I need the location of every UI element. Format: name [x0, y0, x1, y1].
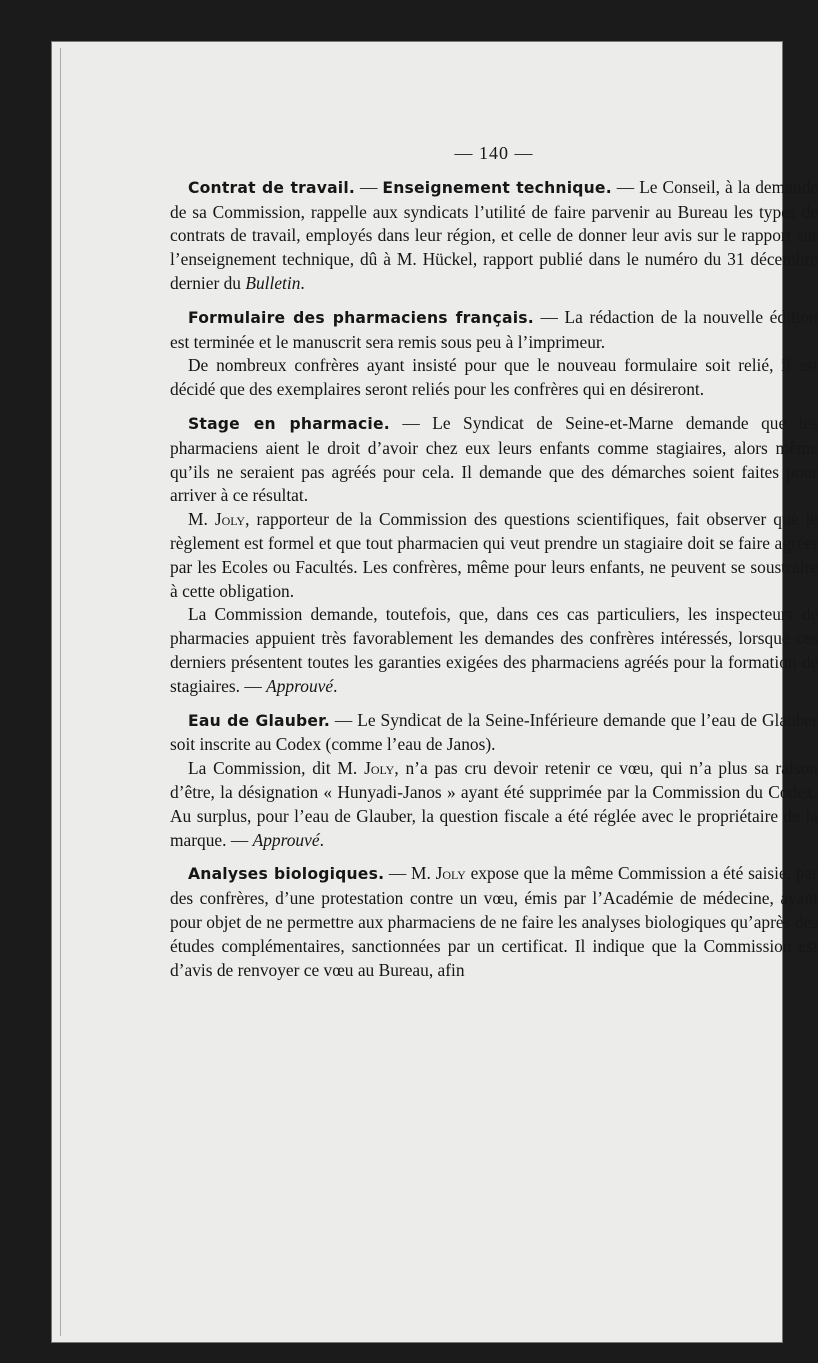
person-name: Joly: [364, 758, 395, 779]
paragraph: [170, 508, 818, 603]
section-contrat-de-travail: [170, 176, 818, 296]
paragraph: [170, 757, 818, 852]
paragraph: [170, 176, 818, 296]
paragraph-text: , n’a pas cru devoir retenir ce vœu, qui n’a plus sa raison d’être, la désignation « Hunyadi-Janos » ayant été supprimée par la Commission du Codex. Au surplus, pour l’eau de Glauber, la question fiscale a été réglée avec le propriétaire de la marque. —: [170, 758, 818, 850]
paragraph-text: La Commission, dit M.: [188, 758, 365, 779]
italic-text: Bulletin: [245, 272, 301, 293]
section-eau-de-glauber: [170, 709, 818, 853]
book-page: [52, 42, 818, 1342]
page-edge-line: [60, 48, 61, 1336]
paragraph: [170, 862, 818, 982]
italic-text: Approuvé: [266, 675, 334, 696]
heading-separator: —: [355, 176, 383, 197]
paragraph-text: .: [300, 272, 305, 293]
paragraph-text: Le Conseil, à la demande de sa Commission, rappelle aux syndicats l’utilité de faire parvenir au Bureau les types de contrats de travail, employés dans leur région, et celle de donner leur avis sur le rapport sur l’enseignement technique, dû à M. Hückel, rapport publié dans le numéro du 31 décembre dernier du: [170, 176, 818, 293]
section-heading: Formulaire des pharmaciens français.: [188, 308, 534, 327]
person-name: Joly: [435, 863, 466, 884]
paragraph-text: , rapporteur de la Commission des questions scientifiques, fait observer que le règlement est formel et que tout pharmacien qui veut prendre un stagiaire doit se faire agréer par les Ecoles ou Facultés. Les confrères, même pour leurs enfants, ne peuvent se soustraire à cette obligation.: [170, 509, 818, 601]
italic-text: Approuvé: [252, 829, 320, 850]
paragraph-text: — Le Syndicat de la Seine-Inférieure demande que l’eau de Glauber soit inscrite au Codex (comme l’eau de Janos).: [170, 709, 818, 755]
paragraph-text: — Le Syndicat de Seine-et-Marne demande que les pharmaciens aient le droit d’avoir chez eux leurs enfants comme stagiaires, alors même qu’ils ne seraient pas agréés pour cela. Il demande que des démarches soient faites pour arriver à ce résultat.: [170, 412, 818, 506]
section-heading: Contrat de travail.: [188, 178, 356, 197]
section-heading: Eau de Glauber.: [188, 711, 330, 730]
paragraph: [170, 306, 818, 355]
paragraph: [170, 412, 818, 508]
paragraph-text: — M.: [384, 863, 436, 884]
heading-separator: —: [611, 176, 640, 197]
paragraph-text: expose que la même Commission a été saisie, par des confrères, d’une protestation contre un vœu, émis par l’Académie de médecine, ayant pour objet de ne permettre aux pharmaciens de ne faire les analyses biologiques qu’après des études complémentaires, sanctionnées par un certificat. Il indique que la Commission est d’avis de renvoyer ce vœu au Bureau, afin: [170, 863, 818, 980]
paragraph-text: .: [319, 829, 324, 850]
section-heading: Analyses biologiques.: [188, 865, 385, 884]
paragraph: [170, 603, 818, 698]
person-name: Joly: [214, 509, 246, 530]
paragraph: [170, 709, 818, 758]
page-number: — 140 —: [454, 143, 534, 163]
paragraph-text: — La rédaction de la nouvelle édition est terminée et le manuscrit sera remis sous peu à l’imprimeur.: [170, 306, 818, 352]
paragraph-text: .: [333, 675, 338, 696]
paragraph-text: M.: [188, 509, 215, 530]
paragraph-text: La Commission demande, toutefois, que, dans ces cas particuliers, les inspecteurs de pharmacies appuient très favorablement les demandes des confrères intéressés, lorsque ces derniers présentent toutes les garanties exigées des pharmaciens agréés pour la formation de stagiaires. —: [170, 604, 818, 696]
section-heading: Enseignement technique.: [382, 178, 612, 197]
section-formulaire: [170, 306, 818, 402]
section-heading: Stage en pharmacie.: [188, 414, 390, 433]
page-content: [170, 142, 818, 982]
section-analyses-biologiques: [170, 862, 818, 982]
section-stage-en-pharmacie: [170, 412, 818, 699]
paragraph: De nombreux confrères ayant insisté pour que le nouveau formulaire soit relié, il est décidé que des exemplaires seront reliés pour les confrères qui en désireront.: [170, 355, 818, 400]
